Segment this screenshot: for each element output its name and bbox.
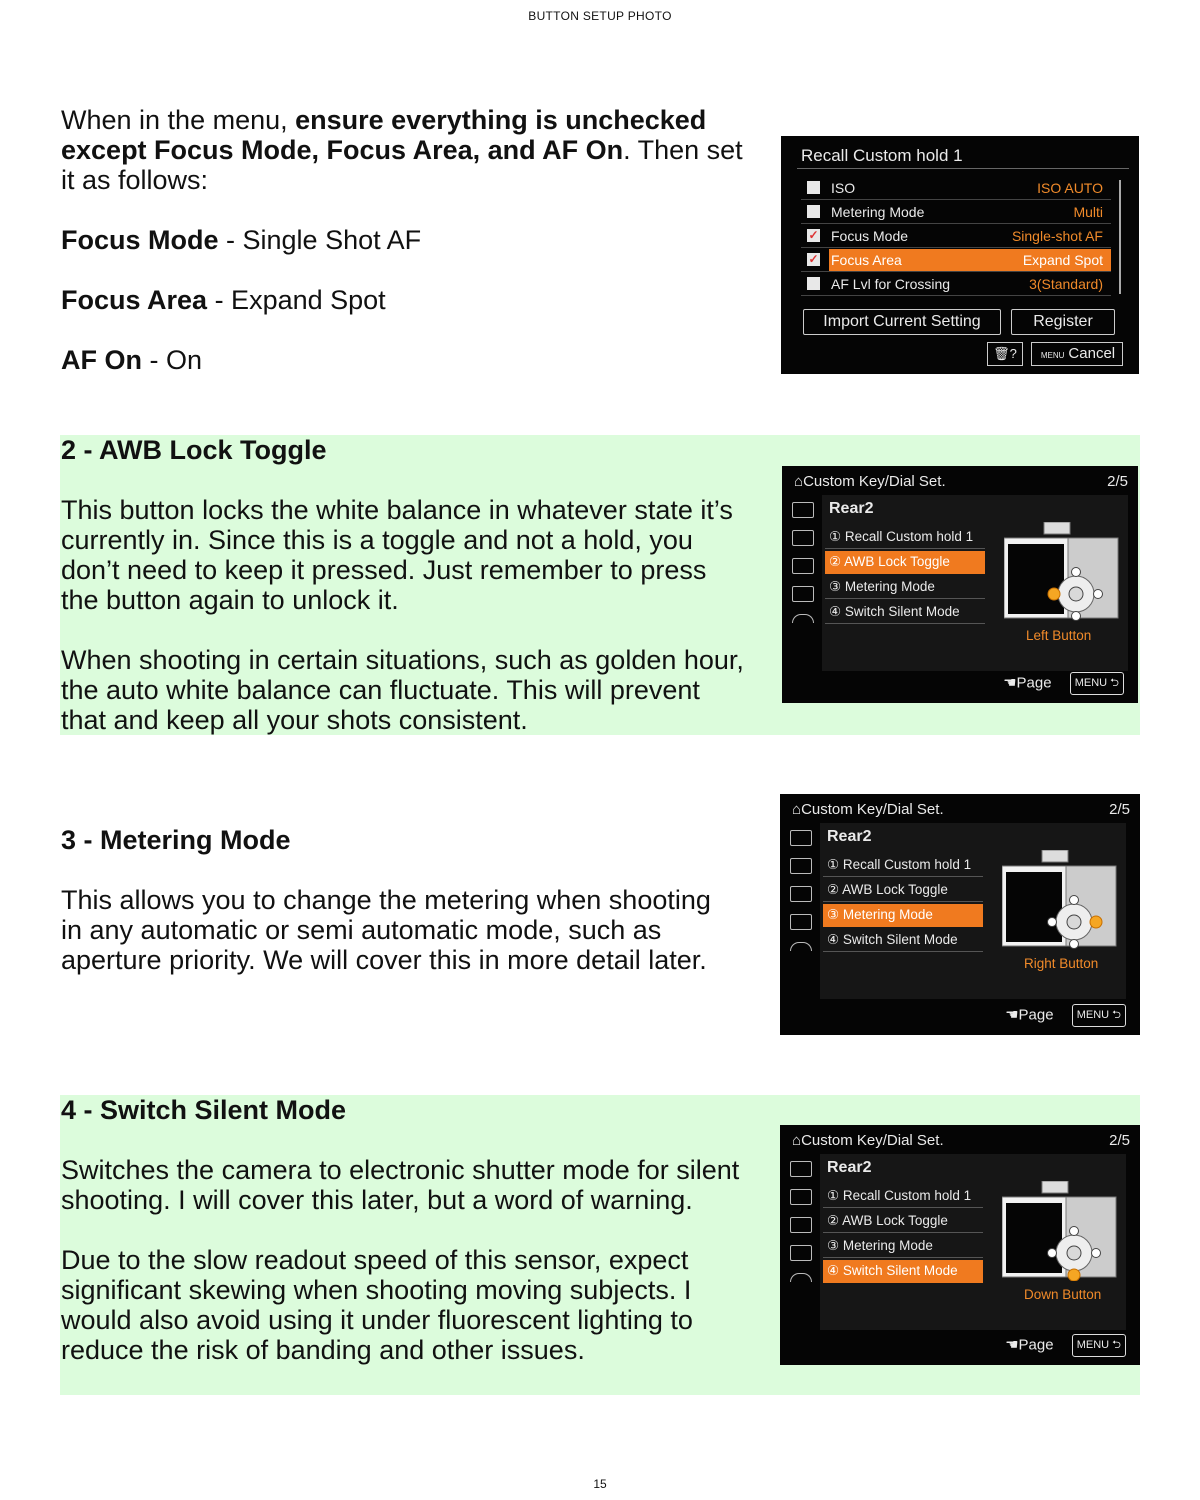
screen-header: ⌂Custom Key/Dial Set. 2/5 xyxy=(794,473,1128,490)
camera-back-icon xyxy=(1004,522,1122,622)
menu-key-icon: MENU xyxy=(1040,351,1065,360)
running-header: BUTTON SETUP PHOTO xyxy=(528,9,672,23)
section2-para2: When shooting in certain situations, such as golden hour, the auto white balance can fluctuate. This will prevent that and keep all your shots consistent. xyxy=(61,645,744,735)
checkbox-icon xyxy=(807,181,820,194)
section2-text xyxy=(61,435,751,735)
checkbox-icon xyxy=(807,205,820,218)
menu-item: ① Recall Custom hold 1 xyxy=(823,1185,983,1208)
setting-af-on: AF On - On xyxy=(61,345,203,375)
section2-para1: This button locks the white balance in whatever state it’s currently in. Since this is a toggle and not a hold, you don’t need to keep it pressed. Just remember to press the button again to unlock it. xyxy=(61,495,733,615)
tab-icon xyxy=(790,1245,812,1261)
menu-item: ④ Switch Silent Mode xyxy=(825,601,985,624)
screen-subtitle: Rear2 xyxy=(827,828,872,845)
checkbox-icon: ✓ xyxy=(808,228,819,242)
tab-icon xyxy=(790,1189,812,1205)
page-hand-icon: ☚ xyxy=(1005,1336,1019,1354)
screen-header: ⌂Custom Key/Dial Set. 2/5 xyxy=(792,1132,1130,1149)
recall-screen-title: Recall Custom hold 1 xyxy=(801,146,963,165)
recall-custom-hold-screen xyxy=(781,136,1139,374)
tab-icon xyxy=(790,1161,812,1177)
tab-icon xyxy=(792,502,814,518)
tab-icon xyxy=(790,942,812,951)
recall-row-af-lvl: AF Lvl for Crossing 3(Standard) xyxy=(801,273,1111,296)
menu-back-icon: MENU ⮌ xyxy=(1072,1334,1126,1357)
menu-item: ② AWB Lock Toggle xyxy=(823,879,983,902)
menu-item: ④ Switch Silent Mode xyxy=(823,1260,983,1283)
cancel-button: MENU Cancel xyxy=(1031,342,1123,366)
intro-paragraph: When in the menu, ensure everything is unchecked except Focus Mode, Focus Area, and AF On. Then set it as follows: xyxy=(61,105,743,195)
section3-text xyxy=(61,825,731,975)
camera-icon: ⌂ xyxy=(792,1132,802,1149)
tab-icon xyxy=(792,614,814,623)
screen-footer: ☚Page MENU ⮌ xyxy=(1003,672,1124,695)
menu-item: ① Recall Custom hold 1 xyxy=(823,854,983,877)
section4-para2: Due to the slow readout speed of this sensor, expect significant skewing when shooting moving subjects. I would also avoid using it under fluorescent lighting to reduce the risk of banding and other issues. xyxy=(61,1245,693,1365)
screen-page-indicator: 2/5 xyxy=(1109,801,1130,818)
recall-row-focus-area: ✓ Focus Area Expand Spot xyxy=(801,249,1111,272)
custom-key-screen-awb xyxy=(782,466,1138,703)
setting-focus-area: Focus Area - Expand Spot xyxy=(61,285,386,315)
custom-key-screen-silent xyxy=(780,1125,1140,1365)
menu-item: ③ Metering Mode xyxy=(823,1235,983,1258)
menu-back-icon: MENU ⮌ xyxy=(1070,672,1124,695)
menu-item: ④ Switch Silent Mode xyxy=(823,929,983,952)
camera-icon: ⌂ xyxy=(794,473,804,490)
menu-items xyxy=(823,1185,983,1285)
menu-back-icon: MENU ⮌ xyxy=(1072,1004,1126,1027)
screen-page-indicator: 2/5 xyxy=(1109,1132,1130,1149)
tab-icon xyxy=(790,1273,812,1282)
recall-row-iso: ISO ISO AUTO xyxy=(801,177,1111,200)
tab-icon xyxy=(790,886,812,902)
help-button: 🗑? xyxy=(987,342,1023,366)
screen-subtitle: Rear2 xyxy=(827,1159,872,1176)
page-number: 15 xyxy=(593,1477,607,1491)
button-label: Left Button xyxy=(1026,628,1092,643)
screen-footer: ☚Page MENU ⮌ xyxy=(1005,1004,1126,1027)
register-button: Register xyxy=(1011,309,1115,335)
import-current-setting-button: Import Current Setting xyxy=(803,309,1001,335)
side-tab-icons xyxy=(792,502,816,635)
menu-item: ② AWB Lock Toggle xyxy=(825,551,985,574)
tab-icon xyxy=(792,558,814,574)
button-label: Right Button xyxy=(1024,956,1099,971)
side-tab-icons xyxy=(790,830,814,963)
screen-footer: ☚Page MENU ⮌ xyxy=(1005,1334,1126,1357)
intro-text xyxy=(61,105,761,375)
tab-icon xyxy=(790,858,812,874)
menu-item: ③ Metering Mode xyxy=(823,904,983,927)
section4-heading: 4 - Switch Silent Mode xyxy=(61,1095,347,1125)
tab-icon xyxy=(792,586,814,602)
checkbox-icon: ✓ xyxy=(808,252,819,266)
screen-subtitle: Rear2 xyxy=(829,500,874,517)
scrollbar xyxy=(1119,180,1121,294)
screen-header: ⌂Custom Key/Dial Set. 2/5 xyxy=(792,801,1130,818)
tab-icon xyxy=(792,530,814,546)
recall-row-focus-mode: ✓ Focus Mode Single-shot AF xyxy=(801,225,1111,248)
page-hand-icon: ☚ xyxy=(1003,674,1017,692)
section3-heading: 3 - Metering Mode xyxy=(61,825,291,855)
menu-items xyxy=(823,854,983,954)
tab-icon xyxy=(790,1217,812,1233)
trash-icon: 🗑 xyxy=(993,346,1010,361)
menu-items xyxy=(825,526,985,626)
menu-item: ② AWB Lock Toggle xyxy=(823,1210,983,1233)
section4-para1: Switches the camera to electronic shutter mode for silent shooting. I will cover this later, but a word of warning. xyxy=(61,1155,740,1215)
camera-back-icon xyxy=(1002,850,1120,950)
page-hand-icon: ☚ xyxy=(1005,1006,1019,1024)
menu-item: ① Recall Custom hold 1 xyxy=(825,526,985,549)
menu-item: ③ Metering Mode xyxy=(825,576,985,599)
tab-icon xyxy=(790,830,812,846)
section2-heading: 2 - AWB Lock Toggle xyxy=(61,435,327,465)
button-label: Down Button xyxy=(1024,1287,1102,1302)
custom-key-screen-metering xyxy=(780,794,1140,1035)
screen-page-indicator: 2/5 xyxy=(1107,473,1128,490)
intro-emphasis: ensure everything is unchecked except Focus Mode, Focus Area, and AF On xyxy=(61,105,707,165)
camera-back-icon xyxy=(1002,1181,1120,1281)
camera-icon: ⌂ xyxy=(792,801,802,818)
recall-row-metering: Metering Mode Multi xyxy=(801,201,1111,224)
checkbox-icon xyxy=(807,277,820,290)
tab-icon xyxy=(790,914,812,930)
section3-para1: This allows you to change the metering when shooting in any automatic or semi automatic mode, such as aperture priority. We will cover this in more detail later. xyxy=(61,885,711,975)
side-tab-icons xyxy=(790,1161,814,1294)
setting-focus-mode: Focus Mode - Single Shot AF xyxy=(61,225,422,255)
section4-text xyxy=(61,1095,751,1365)
